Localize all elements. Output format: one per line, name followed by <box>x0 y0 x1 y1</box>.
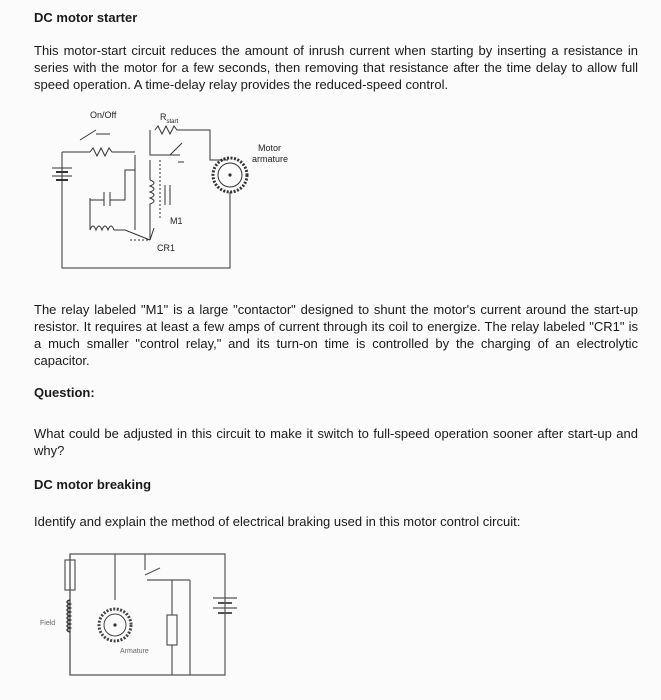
braking-circuit-svg <box>45 540 250 690</box>
rstart-label-main: R <box>160 112 167 122</box>
braking-armature-label: Armature <box>120 648 149 655</box>
braking-armature-symbol <box>99 609 131 641</box>
m1-label: M1 <box>170 216 183 226</box>
motor-label: Motor <box>258 143 282 153</box>
on-off-label: On/Off <box>90 110 117 120</box>
question-text: What could be adjusted in this circuit to make it switch to full-speed operation sooner after start-up and why? <box>34 426 638 458</box>
section1-heading: DC motor starter <box>34 10 138 25</box>
starter-circuit-svg <box>50 110 310 275</box>
section2-prompt: Identify and explain the method of electrical braking used in this motor control circuit: <box>34 514 521 529</box>
cr1-label: CR1 <box>157 243 176 253</box>
motor-armature-label: armature <box>252 154 289 164</box>
rstart-label-sub: start <box>166 118 179 125</box>
section1-intro: This motor-start circuit reduces the amount of inrush current when starting by inserting a resistance in series with the motor for a few seconds, then removing that resistance after the time delay to allow full speed operation. A time-delay relay provides the reduced-speed control. <box>34 43 638 92</box>
field-coil-symbol <box>67 600 70 632</box>
section2-heading: DC motor breaking <box>34 477 152 492</box>
motor-armature-symbol <box>213 158 247 192</box>
rstart-label <box>160 112 178 125</box>
question-label: Question: <box>34 385 95 400</box>
section1-explanation: The relay labeled "M1" is a large "contactor" designed to shunt the motor's current around the start-up resistor. It requires at least a few amps of current through its coil to energize. The relay labeled "CR1" is a much smaller "control relay," and its turn-on time is controlled by the charging of an electrolytic capacitor. <box>34 302 638 368</box>
field-label: Field <box>40 620 56 627</box>
